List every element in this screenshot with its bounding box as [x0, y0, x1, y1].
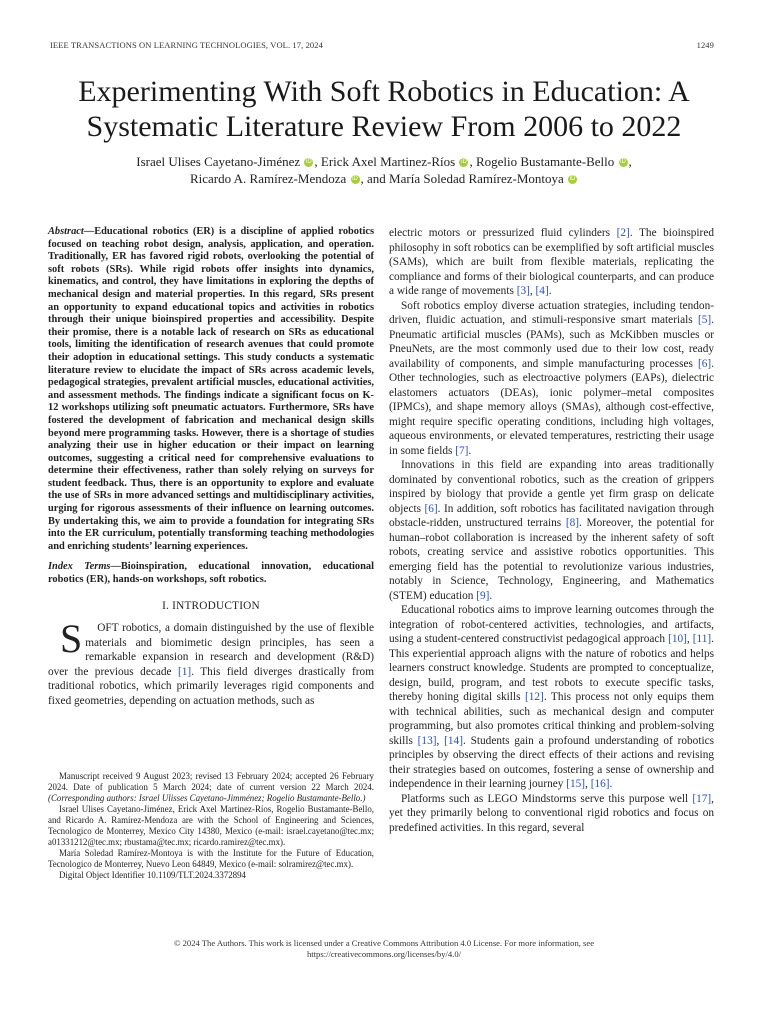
intro-text: . This field diverges drastically from traditional robotics, which primarily leverages rigid components and fixed geometries, depending on actuation methods, such as: [48, 665, 374, 707]
author-name: María Soledad Ramírez-Montoya: [389, 171, 564, 186]
author-name: Israel Ulises Cayetano-Jiménez: [136, 154, 301, 169]
author-separator: , and: [360, 171, 390, 186]
body-paragraph: [389, 792, 714, 836]
body-text: ,: [686, 633, 693, 645]
body-text: ,: [529, 285, 536, 297]
body-text: Soft robotics employ diverse actuation strategies, including tendon-driven, fluidic actuation, and stimuli-responsive smart materials: [389, 299, 714, 326]
body-paragraph: [389, 603, 714, 792]
body-text: Educational robotics aims to improve learning outcomes through the integration of robot-centered activities, technologies, and artifacts, using a student-centered constructivist pedagogical approach: [389, 604, 714, 645]
citation-link[interactable]: [15]: [566, 778, 586, 790]
citation-link[interactable]: [3]: [516, 285, 530, 297]
right-column: [389, 226, 714, 835]
title-line-1: Experimenting With Soft Robotics in Education: A: [78, 75, 690, 108]
author-separator: ,: [628, 154, 632, 169]
author-name: Rogelio Bustamante-Bello: [475, 154, 615, 169]
footnote-manuscript: [48, 771, 374, 804]
title-line-2: Systematic Literature Review From 2006 to 2022: [86, 110, 682, 143]
index-terms: [48, 561, 374, 586]
section-number: I.: [162, 599, 170, 612]
orcid-icon[interactable]: iD: [352, 176, 358, 182]
journal-name: IEEE TRANSACTIONS ON LEARNING TECHNOLOGIES, VOL. 17, 2024: [50, 40, 323, 50]
body-text: Innovations in this field are expanding into areas traditionally dominated by conventional robotics, such as the creation of grippers inspired by biology that provide a gentle yet firm grasp on delicate objects: [389, 459, 714, 515]
body-text: . Pneumatic artificial muscles (PAMs), such as McKibben muscles or PneuNets, are the most commonly used due to their low cost, ready availability of components, and simple manufacturing processes: [389, 314, 714, 370]
citation-link[interactable]: [17]: [692, 792, 712, 805]
orcid-icon[interactable]: iD: [461, 159, 467, 165]
body-paragraph: [389, 226, 714, 299]
citation-link[interactable]: [9]: [476, 589, 490, 602]
citation-link[interactable]: [6]: [424, 502, 438, 515]
citation-link[interactable]: [4]: [535, 285, 549, 297]
citation-link[interactable]: [13]: [417, 734, 437, 747]
author-name: Erick Axel Martinez-Ríos: [320, 154, 456, 169]
body-text: . This experiential approach aligns with the nature of robotics and helps learners construct knowledge. Students are prompted to conceptualize, design, build, program, and test robots to execute specific tasks, thereby honing digital skills: [389, 633, 714, 703]
body-text: Platforms such as LEGO Mindstorms serve this purpose well: [401, 792, 693, 805]
body-text: . In addition, soft robotics has facilitated navigation through obstacle-ridden, unstructured terrains: [389, 502, 714, 529]
footnote-text: Manuscript received 9 August 2023; revised 13 February 2024; accepted 26 February 2024. Date of publication 5 March 2024; date of current version 22 March 2024.: [48, 771, 374, 792]
citation-link[interactable]: [12]: [524, 691, 544, 703]
paper-title: [30, 74, 738, 144]
license-url[interactable]: https://creativecommons.org/licenses/by/4.0/: [306, 949, 462, 959]
body-text: electric motors or pressurized fluid cylinders: [389, 227, 617, 239]
body-text: .: [489, 589, 493, 602]
body-text: .: [468, 444, 472, 457]
footnote-block: [48, 771, 374, 881]
citation-link[interactable]: [6]: [697, 357, 712, 370]
license-text: © 2024 The Authors. This work is licensed under a Creative Commons Attribution 4.0 License. For more information, see: [173, 938, 595, 948]
page-number: 1249: [696, 40, 714, 50]
footnote-doi: Digital Object Identifier 10.1109/TLT.2024.3372894: [59, 870, 246, 880]
index-terms-label: Index Terms: [48, 561, 111, 573]
citation-link[interactable]: [1]: [178, 665, 192, 678]
body-text: . Students gain a profound understanding of robotics principles by observing the direct effects of their actions and revising their strategies based on outcomes, fostering a sense of ownership and independence in their learning journey: [389, 734, 715, 790]
intro-text: OFT robotics, a domain distinguished by the use of flexible materials and biomimetic design principles, has seen a remarkable expansion in research and development (R&D) over the previous decade: [48, 622, 374, 678]
citation-link[interactable]: [14]: [444, 734, 463, 747]
index-terms-text: —Bioinspiration, educational innovation, educational robotics (ER), hands-on workshops, soft robotics.: [48, 561, 374, 586]
section-heading-introduction: [48, 599, 374, 614]
body-paragraph: [389, 458, 714, 603]
section-title-initial: I: [172, 599, 177, 612]
body-text: , yet they primarily belong to conventional rigid robotics and focus on predefined activities. In this regard, several: [389, 792, 714, 834]
citation-link[interactable]: [8]: [565, 517, 580, 529]
citation-link[interactable]: [16]: [590, 778, 610, 790]
body-text: . Other technologies, such as electroactive polymers (EAPs), dielectric elastomers actuators (DEAs), ionic polymer–metal composites (IPMCs), and shape memory alloys (SMAs), although cost-effective, might require specific operating conditions, including high voltages, aqueous environments, or elevated temperatures, restricting their usage in some fields: [389, 357, 714, 457]
author-separator: ,: [314, 154, 321, 169]
body-text: ,: [436, 734, 445, 747]
body-text: .: [548, 285, 552, 297]
author-name: Ricardo A. Ramírez-Mendoza: [189, 171, 347, 186]
drop-cap: S: [60, 616, 83, 662]
corresponding-authors: (Corresponding authors: Israel Ulisses Cayetano-Jimménez; Rogelio Bustamante-Bello.): [48, 793, 366, 803]
body-text: . The bioinspired philosophy in soft robotics can be exemplified by soft artificial muscles (SAMs), which are built from flexible materials, replicating the compliance and forms of their biological counterparts, and can produce a wide range of movements: [389, 227, 714, 297]
abstract: [48, 226, 374, 553]
author-list: [40, 153, 728, 187]
section-title-rest: NTRODUCTION: [176, 599, 260, 612]
license-notice: [40, 938, 728, 960]
orcid-icon[interactable]: iD: [569, 176, 576, 182]
left-column: [48, 226, 374, 708]
abstract-text: —Educational robotics (ER) is a discipline of applied robotics focused on teaching robot design, analysis, application, and operation. Traditionally, ER has favored rigid robots, overlooking the potential of soft robots (SRs). While rigid robots offer insights into dynamics, kinematics, and control, they have limitations in exploring the depths of mechanical design and material properties. In this regard, SRs present an opportunity to expand educational topics and activities in robotics through their unique bioinspired properties and accessibility. Despite their promise, there is a notable lack of research on SRs as educational tools, limiting the identification of research avenues that could promote their adoption in educational settings. This study conducts a systematic literature review to elucidate the impact of SRs across academic levels, pedagogical strategies, prevalent artificial muscles, educational activities, and assessment methods. The findings indicate a significant focus on K-12 workshops utilizing soft pneumatic actuators. Furthermore, SRs have fostered the development of fabrication and mechanical design skills beyond mere programming tasks. However, there is a shortage of studies analyzing their use in higher education or their impact on learning outcomes, suggesting a critical need for comprehensive evaluations to determine their effectiveness, rather than solely relying on surveys for student feedback. Thus, there is an opportunity to explore and evaluate the use of SRs in more advanced settings and multidisciplinary activities, urging for rigorous assessments of their influence on learning outcomes. By undertaking this, we aim to provide a foundation for integrating SRs into the ER curriculum, potentially transforming teaching methodologies and enriching students’ learning experiences.: [48, 226, 374, 552]
citation-link[interactable]: [11]: [692, 633, 712, 645]
body-text: . This process not only equips them with technical abilities, such as mechanical design and computer programming, but also promotes critical thinking and problem-solving skills: [389, 691, 714, 747]
body-text: .: [609, 778, 613, 790]
author-separator: ,: [469, 154, 476, 169]
abstract-label: Abstract: [48, 226, 84, 237]
intro-paragraph: [48, 616, 374, 708]
body-paragraph: [389, 299, 714, 459]
citation-link[interactable]: [2]: [616, 227, 630, 239]
running-head: [50, 40, 714, 50]
body-text: . Moreover, the potential for human–robot collaboration is increased by the inherent safety of soft robots, creating service and assistive robotics opportunities. This emerging field has the potential to revolutionize various industries, notably in Science, Technology, Engineering, and Mathematics (STEM) education: [389, 517, 714, 602]
citation-link[interactable]: [5]: [697, 314, 712, 326]
body-text: ,: [585, 778, 591, 790]
orcid-icon[interactable]: iD: [306, 159, 312, 165]
citation-link[interactable]: [10]: [668, 633, 687, 645]
footnote-affiliation-1: Israel Ulises Cayetano-Jiménez, Erick Axel Martinez-Ríos, Rogelio Bustamante-Bello, and Ricardo A. Ramírez-Mendoza are with the School of Engineering and Sciences, Tecnologico de Monterrey, Mexico City 14380, Mexico (e-mail: israel.cayetano@tec.mx; a01331212@tec.mx; rbustama@tec.mx; ricardo.ramirez@tec.mx).: [48, 804, 374, 847]
orcid-icon[interactable]: iD: [620, 159, 626, 165]
citation-link[interactable]: [7]: [455, 444, 469, 457]
footnote-affiliation-2: María Soledad Ramírez-Montoya is with the Institute for the Future of Education, Tecnologico de Monterrey, Nuevo Leon 64849, Mexico (e-mail: solramirez@tec.mx).: [48, 848, 374, 869]
